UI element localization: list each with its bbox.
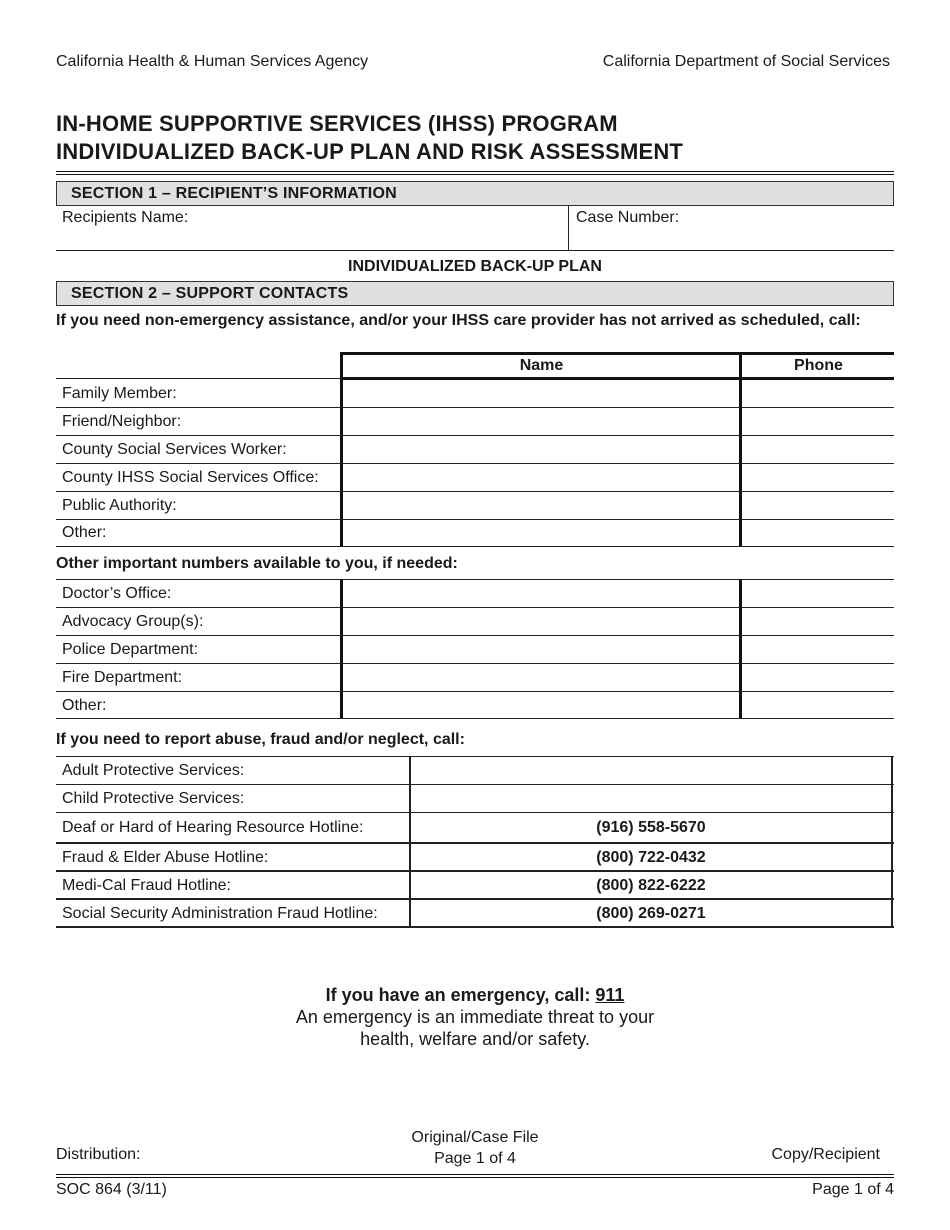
column-header-phone: Phone	[794, 357, 843, 374]
table-row-rule	[56, 718, 894, 719]
emergency-lead-text: If you have an emergency, call:	[325, 985, 596, 1005]
emergency-number: 911	[595, 985, 625, 1005]
table-row-rule	[56, 926, 894, 928]
contact-label-social-worker: County Social Services Worker:	[62, 441, 287, 458]
title-divider	[56, 171, 894, 175]
contacts-header-bottom-rule	[341, 377, 894, 380]
report-label-medi-cal: Medi-Cal Fraud Hotline:	[62, 877, 231, 894]
table-row-rule	[56, 756, 894, 757]
other-label-advocacy: Advocacy Group(s):	[62, 613, 204, 630]
other-numbers-intro: Other important numbers available to you, if needed:	[56, 555, 458, 572]
table-row-rule	[56, 463, 894, 464]
contacts-col-divider-2	[739, 352, 742, 547]
emergency-line3: health, welfare and/or safety.	[360, 1029, 590, 1049]
form-title	[56, 110, 683, 166]
other-label-other: Other:	[62, 697, 107, 714]
table-row-rule	[56, 691, 894, 692]
agency-name-right: California Department of Social Services	[602, 53, 890, 70]
table-row-rule	[56, 491, 894, 492]
other-col-divider-2	[739, 579, 742, 719]
recipient-name-label: Recipients Name:	[62, 209, 189, 226]
report-label-aps: Adult Protective Services:	[62, 762, 245, 779]
table-row-rule	[56, 784, 894, 785]
other-label-fire: Fire Department:	[62, 669, 183, 686]
section2-heading: SECTION 2 – SUPPORT CONTACTS	[56, 281, 894, 306]
footer-distribution: Distribution:	[56, 1146, 141, 1163]
contact-label-ihss-office: County IHSS Social Services Office:	[62, 469, 319, 486]
footer-original: Original/Case File	[411, 1129, 539, 1146]
section1-divider	[568, 206, 569, 250]
case-number-label: Case Number:	[576, 209, 680, 226]
section1-bottom-rule	[56, 250, 894, 251]
table-row-rule	[56, 519, 894, 520]
table-row-rule	[56, 812, 894, 813]
other-col-divider-1	[340, 579, 343, 719]
table-row-rule	[56, 579, 894, 580]
contact-label-friend: Friend/Neighbor:	[62, 413, 182, 430]
form-title-line2: INDIVIDUALIZED BACK-UP PLAN AND RISK ASSESSMENT	[56, 139, 684, 164]
form-id: SOC 864 (3/11)	[56, 1181, 167, 1198]
section2-intro: If you need non-emergency assistance, and/or your IHSS care provider has not arrived as scheduled, call:	[56, 312, 861, 329]
table-row-rule	[56, 870, 894, 872]
report-label-deaf-hotline: Deaf or Hard of Hearing Resource Hotline:	[62, 819, 364, 836]
footer-page-center: Page 1 of 4	[434, 1150, 516, 1167]
table-row-rule	[56, 635, 894, 636]
contacts-col-divider-1	[340, 352, 343, 547]
table-row-rule	[56, 898, 894, 900]
other-label-doctor: Doctor’s Office:	[62, 585, 172, 602]
section1-heading: SECTION 1 – RECIPIENT’S INFORMATION	[56, 181, 894, 206]
table-row-rule	[56, 435, 894, 436]
report-label-cps: Child Protective Services:	[62, 790, 245, 807]
table-row-rule	[56, 607, 894, 608]
form-title-line1: IN-HOME SUPPORTIVE SERVICES (IHSS) PROGRAM	[56, 111, 618, 136]
footer-divider	[56, 1174, 894, 1178]
report-phone-deaf-hotline: (916) 558-5670	[596, 819, 706, 836]
other-label-police: Police Department:	[62, 641, 199, 658]
contacts-left-top-rule	[56, 378, 341, 379]
footer-page-number: Page 1 of 4	[812, 1181, 894, 1198]
footer-copy: Copy/Recipient	[771, 1146, 880, 1163]
contact-label-public-authority: Public Authority:	[62, 497, 177, 514]
contact-label-other: Other:	[62, 524, 107, 541]
table-row-rule	[56, 407, 894, 408]
report-intro: If you need to report abuse, fraud and/or neglect, call:	[56, 731, 465, 748]
emergency-lead	[0, 984, 950, 1006]
report-phone-medi-cal: (800) 822-6222	[596, 877, 706, 894]
contact-label-family: Family Member:	[62, 385, 177, 402]
contacts-header-top-rule	[341, 352, 894, 355]
plan-heading: INDIVIDUALIZED BACK-UP PLAN	[348, 258, 602, 275]
agency-name-left: California Health & Human Services Agency	[56, 53, 369, 70]
table-row-rule	[56, 842, 894, 844]
column-header-name: Name	[519, 357, 564, 374]
report-label-ssa: Social Security Administration Fraud Hotline:	[62, 905, 378, 922]
emergency-line2: An emergency is an immediate threat to your	[295, 1007, 655, 1027]
report-label-fraud-elder: Fraud & Elder Abuse Hotline:	[62, 849, 269, 866]
table-row-rule	[56, 546, 894, 547]
report-phone-ssa: (800) 269-0271	[596, 905, 706, 922]
report-phone-fraud-elder: (800) 722-0432	[596, 849, 706, 866]
emergency-block	[0, 984, 950, 1050]
table-row-rule	[56, 663, 894, 664]
